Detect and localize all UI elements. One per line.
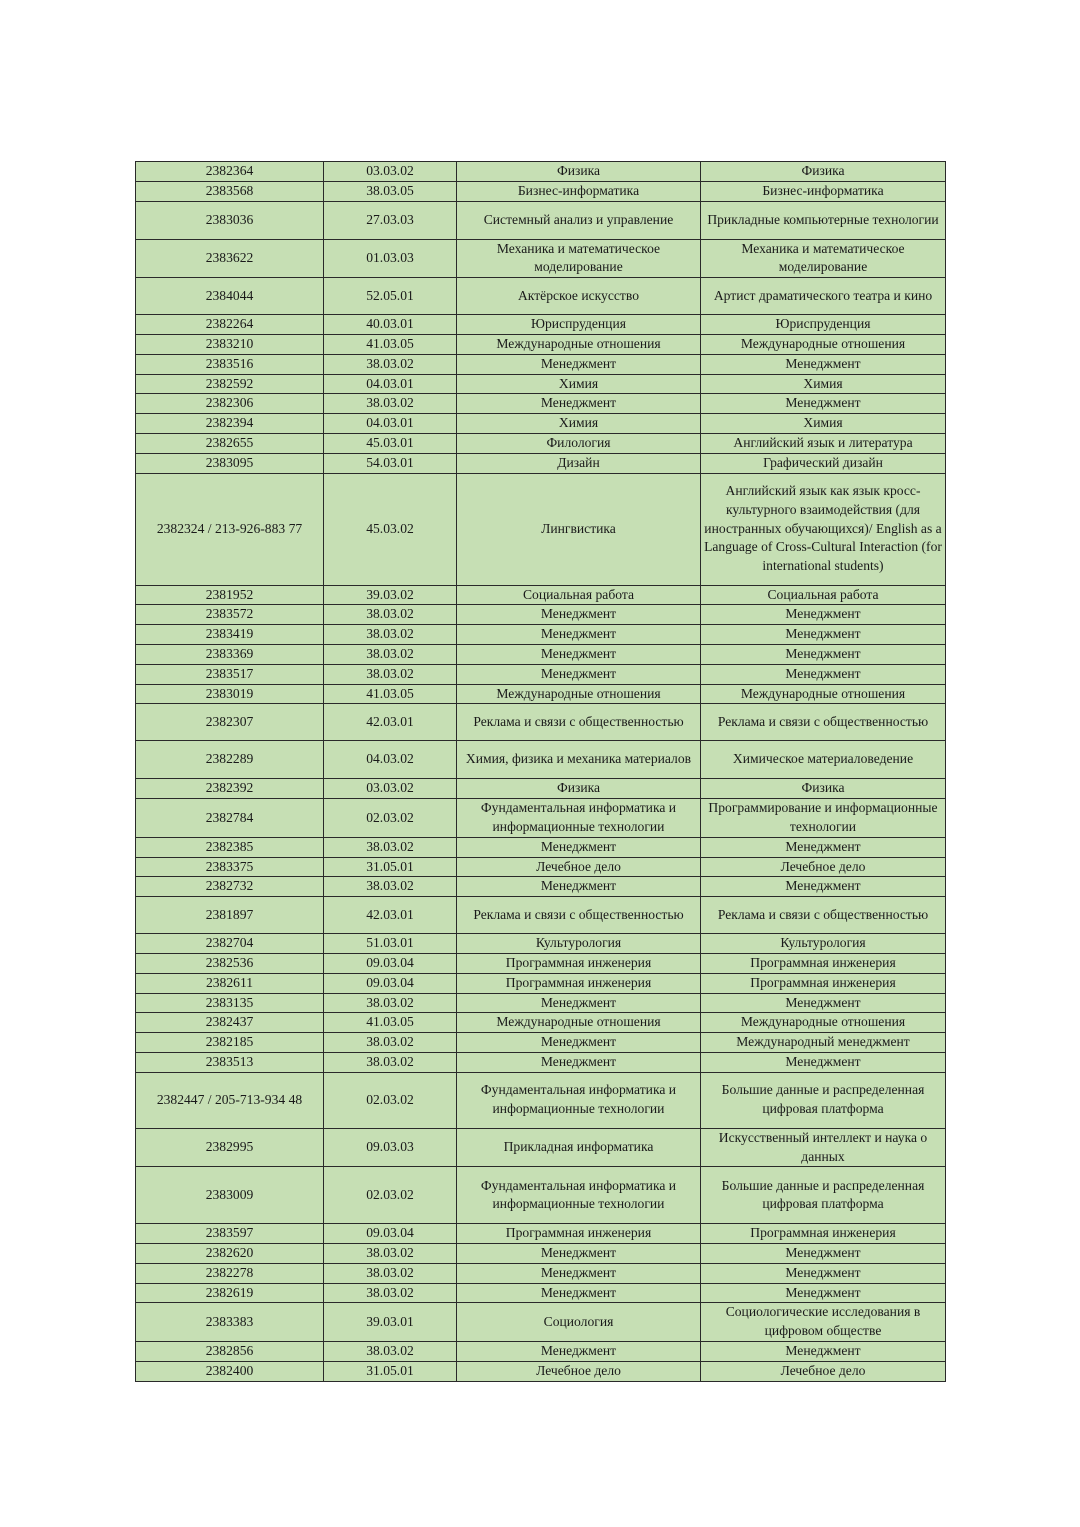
program-name-cell: Международные отношения [701, 1013, 946, 1033]
program-name-cell: Менеджмент [701, 1342, 946, 1362]
program-name-cell: Менеджмент [701, 664, 946, 684]
direction-name-cell: Юриспруденция [457, 315, 701, 335]
student-id-cell: 2382278 [136, 1263, 324, 1283]
table-row [136, 181, 946, 201]
student-id-cell: 2382185 [136, 1033, 324, 1053]
direction-code-cell: 03.03.02 [324, 779, 457, 799]
direction-code-cell: 38.03.02 [324, 644, 457, 664]
program-name-cell: Менеджмент [701, 644, 946, 664]
direction-code-cell: 38.03.05 [324, 181, 457, 201]
program-name-cell: Менеджмент [701, 354, 946, 374]
program-name-cell: Программирование и информационные технологии [701, 799, 946, 838]
table-row [136, 201, 946, 239]
table-row [136, 1052, 946, 1072]
table-row [136, 1303, 946, 1342]
student-id-cell: 2382704 [136, 934, 324, 954]
table-row [136, 1244, 946, 1264]
direction-name-cell: Фундаментальная информатика и информационные технологии [457, 1072, 701, 1128]
student-id-cell: 2382307 [136, 704, 324, 741]
student-id-cell: 2383135 [136, 993, 324, 1013]
table-row [136, 934, 946, 954]
direction-name-cell: Менеджмент [457, 354, 701, 374]
table-row [136, 414, 946, 434]
direction-code-cell: 09.03.03 [324, 1128, 457, 1167]
student-id-cell: 2382784 [136, 799, 324, 838]
table-row [136, 644, 946, 664]
table-row [136, 394, 946, 414]
direction-code-cell: 02.03.02 [324, 1167, 457, 1224]
direction-name-cell: Социальная работа [457, 585, 701, 605]
direction-name-cell: Международные отношения [457, 334, 701, 354]
table-row [136, 684, 946, 704]
direction-code-cell: 38.03.02 [324, 354, 457, 374]
student-id-cell: 2382995 [136, 1128, 324, 1167]
program-name-cell: Программная инженерия [701, 953, 946, 973]
direction-code-cell: 04.03.01 [324, 414, 457, 434]
table-row [136, 1033, 946, 1053]
student-id-cell: 2383568 [136, 181, 324, 201]
student-id-cell: 2382324 / 213-926-883 77 [136, 473, 324, 585]
student-id-cell: 2384044 [136, 278, 324, 315]
program-name-cell: Менеджмент [701, 1263, 946, 1283]
program-name-cell: Прикладные компьютерные технологии [701, 201, 946, 239]
table-row [136, 162, 946, 182]
direction-code-cell: 51.03.01 [324, 934, 457, 954]
program-name-cell: Большие данные и распределенная цифровая платформа [701, 1167, 946, 1224]
direction-code-cell: 38.03.02 [324, 625, 457, 645]
direction-name-cell: Менеджмент [457, 1244, 701, 1264]
direction-name-cell: Менеджмент [457, 1283, 701, 1303]
program-name-cell: Международные отношения [701, 684, 946, 704]
program-name-cell: Юриспруденция [701, 315, 946, 335]
table-row [136, 1167, 946, 1224]
direction-code-cell: 42.03.01 [324, 704, 457, 741]
program-name-cell: Бизнес-информатика [701, 181, 946, 201]
student-id-cell: 2382592 [136, 374, 324, 394]
direction-code-cell: 38.03.02 [324, 1244, 457, 1264]
table-row [136, 278, 946, 315]
program-name-cell: Реклама и связи с общественностью [701, 704, 946, 741]
direction-name-cell: Лингвистика [457, 473, 701, 585]
table-row [136, 1342, 946, 1362]
student-id-cell: 2382400 [136, 1361, 324, 1381]
table-row [136, 374, 946, 394]
student-id-cell: 2383597 [136, 1224, 324, 1244]
direction-code-cell: 04.03.01 [324, 374, 457, 394]
direction-code-cell: 31.05.01 [324, 1361, 457, 1381]
direction-code-cell: 38.03.02 [324, 394, 457, 414]
program-name-cell: Механика и математическое моделирование [701, 239, 946, 278]
table-row [136, 1072, 946, 1128]
table-row [136, 1283, 946, 1303]
direction-code-cell: 39.03.02 [324, 585, 457, 605]
direction-name-cell: Лечебное дело [457, 1361, 701, 1381]
direction-name-cell: Менеджмент [457, 877, 701, 897]
direction-code-cell: 02.03.02 [324, 799, 457, 838]
direction-code-cell: 41.03.05 [324, 684, 457, 704]
student-id-cell: 2382655 [136, 433, 324, 453]
table-row [136, 664, 946, 684]
student-id-cell: 2382437 [136, 1013, 324, 1033]
program-name-cell: Менеджмент [701, 394, 946, 414]
program-name-cell: Международный менеджмент [701, 1033, 946, 1053]
direction-name-cell: Программная инженерия [457, 953, 701, 973]
program-name-cell: Менеджмент [701, 1244, 946, 1264]
student-id-cell: 2382619 [136, 1283, 324, 1303]
table-row [136, 704, 946, 741]
direction-name-cell: Менеджмент [457, 664, 701, 684]
student-id-cell: 2383383 [136, 1303, 324, 1342]
direction-name-cell: Программная инженерия [457, 973, 701, 993]
direction-name-cell: Менеджмент [457, 1033, 701, 1053]
direction-name-cell: Менеджмент [457, 837, 701, 857]
program-name-cell: Менеджмент [701, 1283, 946, 1303]
student-id-cell: 2382385 [136, 837, 324, 857]
direction-code-cell: 41.03.05 [324, 1013, 457, 1033]
table-row [136, 585, 946, 605]
program-name-cell: Реклама и связи с общественностью [701, 897, 946, 934]
program-name-cell: Графический дизайн [701, 453, 946, 473]
student-id-cell: 2383572 [136, 605, 324, 625]
direction-name-cell: Химия [457, 414, 701, 434]
direction-name-cell: Дизайн [457, 453, 701, 473]
student-id-cell: 2383369 [136, 644, 324, 664]
student-id-cell: 2382364 [136, 162, 324, 182]
student-id-cell: 2383375 [136, 857, 324, 877]
student-id-cell: 2382536 [136, 953, 324, 973]
direction-name-cell: Филология [457, 433, 701, 453]
student-id-cell: 2382447 / 205-713-934 48 [136, 1072, 324, 1128]
direction-name-cell: Менеджмент [457, 394, 701, 414]
direction-name-cell: Физика [457, 779, 701, 799]
program-name-cell: Английский язык и литература [701, 433, 946, 453]
direction-code-cell: 38.03.02 [324, 605, 457, 625]
direction-code-cell: 27.03.03 [324, 201, 457, 239]
table-row [136, 993, 946, 1013]
direction-name-cell: Менеджмент [457, 1263, 701, 1283]
direction-code-cell: 45.03.02 [324, 473, 457, 585]
table-row [136, 1128, 946, 1167]
student-id-cell: 2383095 [136, 453, 324, 473]
student-id-cell: 2383513 [136, 1052, 324, 1072]
table-row [136, 897, 946, 934]
table-row [136, 433, 946, 453]
direction-code-cell: 09.03.04 [324, 953, 457, 973]
direction-code-cell: 38.03.02 [324, 837, 457, 857]
direction-code-cell: 38.03.02 [324, 1033, 457, 1053]
program-name-cell: Менеджмент [701, 1052, 946, 1072]
direction-code-cell: 38.03.02 [324, 993, 457, 1013]
table-row [136, 453, 946, 473]
program-name-cell: Английский язык как язык кросс-культурного взаимодействия (для иностранных обучающихся)/ English as a Language of Cross-Cultural Interaction (for international students) [701, 473, 946, 585]
program-name-cell: Химия [701, 414, 946, 434]
table-row [136, 799, 946, 838]
direction-name-cell: Программная инженерия [457, 1224, 701, 1244]
program-name-cell: Химическое материаловедение [701, 741, 946, 779]
student-id-cell: 2382289 [136, 741, 324, 779]
table-row [136, 779, 946, 799]
table-row [136, 1361, 946, 1381]
table-row [136, 1224, 946, 1244]
direction-name-cell: Фундаментальная информатика и информационные технологии [457, 1167, 701, 1224]
student-id-cell: 2382732 [136, 877, 324, 897]
direction-name-cell: Международные отношения [457, 684, 701, 704]
table-row [136, 877, 946, 897]
direction-name-cell: Менеджмент [457, 605, 701, 625]
direction-name-cell: Менеджмент [457, 1342, 701, 1362]
student-id-cell: 2383009 [136, 1167, 324, 1224]
program-name-cell: Менеджмент [701, 605, 946, 625]
table-row [136, 857, 946, 877]
direction-code-cell: 38.03.02 [324, 1283, 457, 1303]
direction-code-cell: 39.03.01 [324, 1303, 457, 1342]
student-id-cell: 2382620 [136, 1244, 324, 1264]
direction-name-cell: Фундаментальная информатика и информационные технологии [457, 799, 701, 838]
direction-name-cell: Прикладная информатика [457, 1128, 701, 1167]
direction-code-cell: 54.03.01 [324, 453, 457, 473]
program-name-cell: Международные отношения [701, 334, 946, 354]
table-row [136, 315, 946, 335]
direction-name-cell: Реклама и связи с общественностью [457, 897, 701, 934]
program-name-cell: Социальная работа [701, 585, 946, 605]
program-name-cell: Физика [701, 779, 946, 799]
student-id-cell: 2382306 [136, 394, 324, 414]
program-name-cell: Программная инженерия [701, 1224, 946, 1244]
table-row [136, 953, 946, 973]
direction-name-cell: Лечебное дело [457, 857, 701, 877]
direction-code-cell: 40.03.01 [324, 315, 457, 335]
direction-name-cell: Менеджмент [457, 644, 701, 664]
table-row [136, 1263, 946, 1283]
student-id-cell: 2383516 [136, 354, 324, 374]
student-id-cell: 2382264 [136, 315, 324, 335]
program-name-cell: Лечебное дело [701, 857, 946, 877]
table-row [136, 354, 946, 374]
program-name-cell: Артист драматического театра и кино [701, 278, 946, 315]
direction-name-cell: Актёрское искусство [457, 278, 701, 315]
direction-code-cell: 38.03.02 [324, 1342, 457, 1362]
direction-code-cell: 09.03.04 [324, 973, 457, 993]
student-id-cell: 2383517 [136, 664, 324, 684]
direction-name-cell: Механика и математическое моделирование [457, 239, 701, 278]
student-id-cell: 2381897 [136, 897, 324, 934]
student-id-cell: 2383036 [136, 201, 324, 239]
program-name-cell: Программная инженерия [701, 973, 946, 993]
student-id-cell: 2382392 [136, 779, 324, 799]
direction-name-cell: Химия, физика и механика материалов [457, 741, 701, 779]
student-id-cell: 2383419 [136, 625, 324, 645]
student-id-cell: 2383210 [136, 334, 324, 354]
program-name-cell: Искусственный интеллект и наука о данных [701, 1128, 946, 1167]
direction-code-cell: 38.03.02 [324, 1052, 457, 1072]
program-name-cell: Культурология [701, 934, 946, 954]
program-name-cell: Менеджмент [701, 993, 946, 1013]
student-id-cell: 2382611 [136, 973, 324, 993]
direction-code-cell: 02.03.02 [324, 1072, 457, 1128]
table-row [136, 473, 946, 585]
table-body [136, 162, 946, 1382]
student-id-cell: 2381952 [136, 585, 324, 605]
table-row [136, 625, 946, 645]
program-name-cell: Социологические исследования в цифровом обществе [701, 1303, 946, 1342]
direction-code-cell: 42.03.01 [324, 897, 457, 934]
direction-code-cell: 45.03.01 [324, 433, 457, 453]
direction-name-cell: Международные отношения [457, 1013, 701, 1033]
program-name-cell: Лечебное дело [701, 1361, 946, 1381]
direction-name-cell: Менеджмент [457, 1052, 701, 1072]
direction-name-cell: Химия [457, 374, 701, 394]
student-id-cell: 2382856 [136, 1342, 324, 1362]
direction-code-cell: 52.05.01 [324, 278, 457, 315]
direction-code-cell: 38.03.02 [324, 1263, 457, 1283]
table-row [136, 239, 946, 278]
program-name-cell: Менеджмент [701, 877, 946, 897]
table-row [136, 973, 946, 993]
program-name-cell: Большие данные и распределенная цифровая платформа [701, 1072, 946, 1128]
direction-name-cell: Реклама и связи с общественностью [457, 704, 701, 741]
program-name-cell: Менеджмент [701, 625, 946, 645]
direction-name-cell: Менеджмент [457, 625, 701, 645]
direction-code-cell: 31.05.01 [324, 857, 457, 877]
student-id-cell: 2382394 [136, 414, 324, 434]
direction-name-cell: Системный анализ и управление [457, 201, 701, 239]
direction-code-cell: 38.03.02 [324, 877, 457, 897]
direction-code-cell: 38.03.02 [324, 664, 457, 684]
students-table [135, 161, 946, 1382]
direction-name-cell: Бизнес-информатика [457, 181, 701, 201]
student-id-cell: 2383019 [136, 684, 324, 704]
direction-name-cell: Менеджмент [457, 993, 701, 1013]
program-name-cell: Химия [701, 374, 946, 394]
direction-code-cell: 09.03.04 [324, 1224, 457, 1244]
student-id-cell: 2383622 [136, 239, 324, 278]
table-row [136, 334, 946, 354]
table-row [136, 741, 946, 779]
table-row [136, 605, 946, 625]
program-name-cell: Менеджмент [701, 837, 946, 857]
direction-code-cell: 41.03.05 [324, 334, 457, 354]
direction-code-cell: 03.03.02 [324, 162, 457, 182]
table-row [136, 1013, 946, 1033]
direction-name-cell: Физика [457, 162, 701, 182]
direction-code-cell: 01.03.03 [324, 239, 457, 278]
direction-name-cell: Культурология [457, 934, 701, 954]
direction-code-cell: 04.03.02 [324, 741, 457, 779]
table-row [136, 837, 946, 857]
direction-name-cell: Социология [457, 1303, 701, 1342]
program-name-cell: Физика [701, 162, 946, 182]
